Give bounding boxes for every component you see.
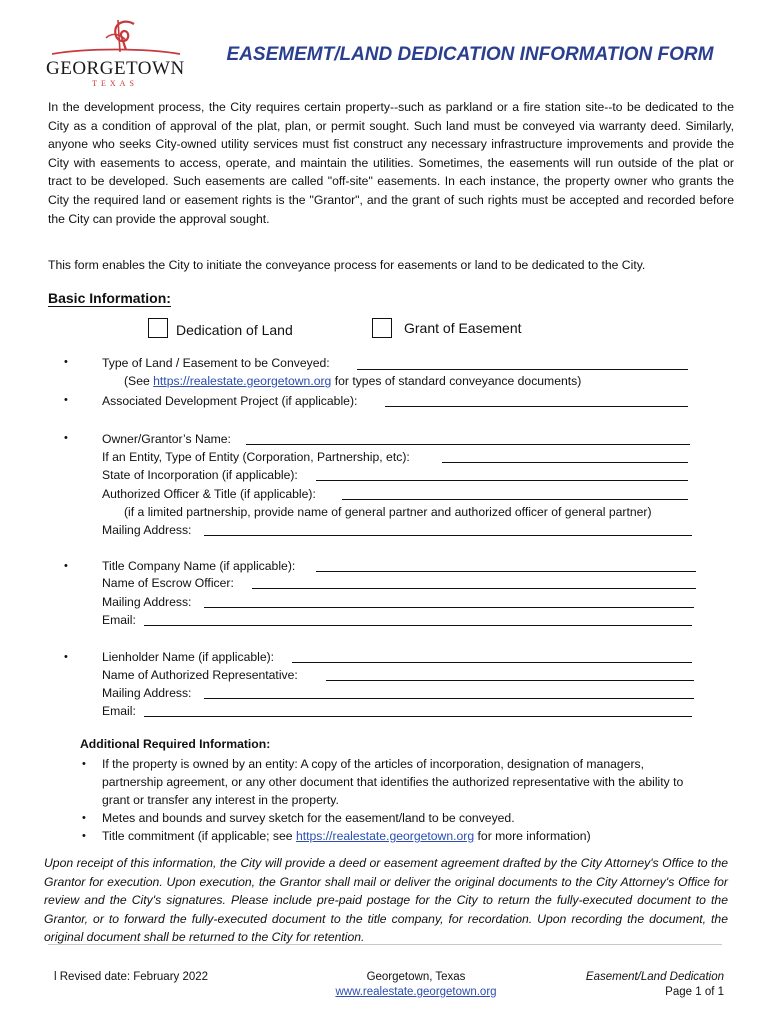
additional-item-3 — [102, 827, 702, 845]
lien-input-line[interactable] — [292, 662, 692, 663]
lien-email-input-line[interactable] — [144, 716, 692, 717]
lien-label: Lienholder Name (if applicable): — [102, 650, 275, 664]
officer-input-line[interactable] — [342, 499, 688, 500]
footer-revised: l Revised date: February 2022 — [54, 971, 209, 983]
escrow-input-line[interactable] — [252, 588, 696, 589]
logo-wordmark: GEORGETOWN — [46, 58, 185, 79]
grant-of-easement-label: Grant of Easement — [404, 320, 522, 336]
lien-mail-label: Mailing Address: — [102, 686, 192, 700]
footer-doc-title: Easement/Land Dedication — [585, 971, 724, 983]
grant-of-easement-checkbox[interactable] — [372, 318, 392, 338]
title-email-label: Email: — [102, 613, 136, 627]
owner-label: Owner/Grantor’s Name: — [102, 432, 231, 446]
see-post: for types of standard conveyance documents) — [331, 374, 582, 388]
escrow-label: Name of Escrow Officer: — [102, 576, 234, 590]
lien-rep-input-line[interactable] — [326, 680, 694, 681]
lien-rep-label: Name of Authorized Representative: — [102, 668, 298, 682]
title-mail-input-line[interactable] — [204, 607, 694, 608]
bullet-1: • — [64, 356, 68, 368]
lien-email-label: Email: — [102, 704, 136, 718]
title-email-input-line[interactable] — [144, 625, 692, 626]
dedication-of-land-label: Dedication of Land — [176, 322, 293, 338]
intro-paragraph-2: This form enables the City to initiate the conveyance process for easements or land to be dedicated to the City. — [48, 258, 646, 272]
owner-mail-input-line[interactable] — [204, 535, 692, 536]
bullet-2: • — [64, 394, 68, 406]
additional-item-1: If the property is owned by an entity: A copy of the articles of incorporation, designation of managers, partnership agreement, or any other document that identifies the authorized representative with the ability to grant or transfer any interest in the property. — [102, 757, 684, 807]
title-mail-label: Mailing Address: — [102, 595, 192, 609]
form-title: EASEMEMT/LAND DEDICATION INFORMATION FORM — [226, 44, 714, 65]
state-input-line[interactable] — [316, 480, 688, 481]
additional-bullet-3: • — [82, 830, 86, 842]
bullet-3: • — [64, 432, 68, 444]
additional-bullet-2: • — [82, 812, 86, 824]
entity-input-line[interactable] — [442, 462, 688, 463]
entity-label: If an Entity, Type of Entity (Corporation, Partnership, etc): — [102, 450, 410, 464]
owner-input-line[interactable] — [246, 444, 690, 445]
see-pre: (See — [124, 374, 154, 388]
item3-pre: Title commitment (if applicable; see — [102, 829, 296, 843]
additional-item-2: Metes and bounds and survey sketch for the easement/land to be conveyed. — [102, 811, 515, 825]
closing-paragraph: Upon receipt of this information, the City will provide a deed or easement agreement drafted by the City Attorney's Office to the Grantor for execution. Upon execution, the Grantor shall mail or deliver the original documents to the City Attorney's Office for review and the City's signatures. Please include pre-paid postage for the City to return the fully-executed document to the Grantor, or to forward the fully-executed document to the title company, for recordation. Upon recording the document, the original document shall be returned to the City for retention. — [44, 856, 728, 945]
owner-mail-label: Mailing Address: — [102, 523, 192, 537]
lp-note: (if a limited partnership, provide name of general partner and authorized officer of general partner) — [124, 505, 652, 519]
title-co-label: Title Company Name (if applicable): — [102, 559, 296, 573]
additional-heading: Additional Required Information: — [80, 737, 271, 751]
type-label: Type of Land / Easement to be Conveyed: — [102, 356, 330, 370]
officer-label: Authorized Officer & Title (if applicable): — [102, 487, 316, 501]
dedication-of-land-checkbox[interactable] — [148, 318, 168, 338]
footer-divider — [48, 944, 722, 945]
footer-url[interactable]: www.realestate.georgetown.org — [335, 986, 497, 998]
footer-page: Page 1 of 1 — [665, 986, 724, 998]
lien-mail-input-line[interactable] — [204, 698, 694, 699]
see-link[interactable]: https://realestate.georgetown.org — [153, 374, 332, 388]
assoc-input-line[interactable] — [385, 406, 688, 407]
type-input-line[interactable] — [357, 369, 688, 370]
additional-bullet-1: • — [82, 758, 86, 770]
item3-link[interactable]: https://realestate.georgetown.org — [295, 829, 475, 843]
basic-info-heading: Basic Information: — [48, 290, 171, 306]
footer-city: Georgetown, Texas — [366, 971, 466, 983]
title-co-input-line[interactable] — [316, 571, 696, 572]
intro-paragraph: In the development process, the City requires certain property--such as parkland or a fire station site--to be dedicated to the City as a condition of approval of the plat, plan, or permit sought. Such land must be conveyed via warranty deed. Similarly, anyone who seeks City-owned utility services must fist construct any necessary infrastructure improvements and provide the City with easements to access, operate, and maintain the utilities. Sometimes, the easements will run outside of the plat or tract to be developed. Such easements are called "off-site" easements. In each instance, the property owner who grants the City the required land or easement rights is the "Grantor", and the grant of such rights must be accepted and recorded before the City can provide the approval sought. — [48, 100, 734, 226]
see-note — [124, 372, 581, 390]
bullet-4: • — [64, 560, 68, 572]
item3-post: for more information) — [474, 829, 591, 843]
bullet-5: • — [64, 651, 68, 663]
assoc-label: Associated Development Project (if applicable): — [102, 394, 358, 408]
state-label: State of Incorporation (if applicable): — [102, 468, 298, 482]
logo-subtitle: TEXAS — [92, 79, 138, 88]
